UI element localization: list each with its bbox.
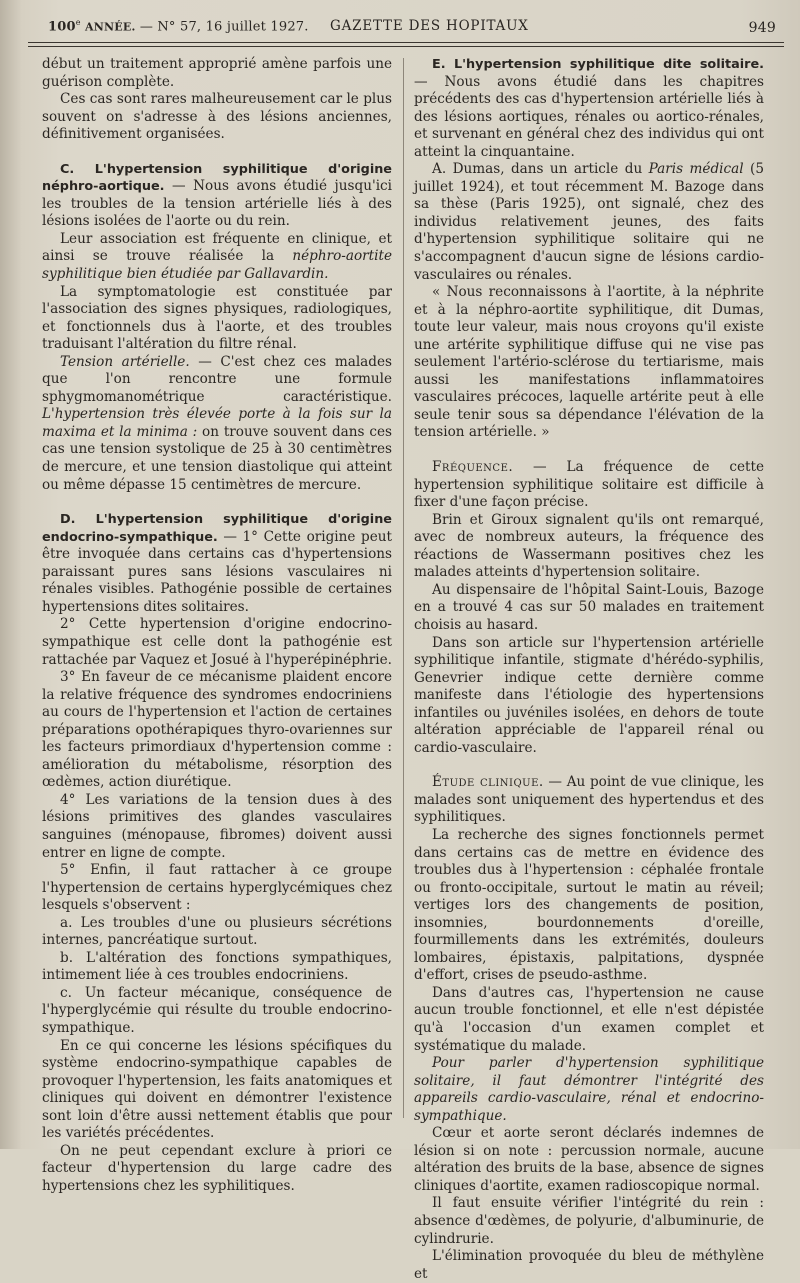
section-text: — 1° Cette origine peut être invoquée dans certains cas d'hypertensions paraissant pures sans lésions vasculaires ni rénales visibles. Pathogénie possible de certaines hypertensions dites solitaires. [42,528,392,615]
paragraph: La symptomatologie est constituée par l'association des signes physiques, radiologiques, et fonctionnels dus à l'aorte, et des troubles traduisant l'altération du filtre rénal. [42,283,392,353]
paragraph [42,231,392,284]
paragraph: début un traitement approprié amène parfois une guérison complète. [42,56,392,90]
page-number: 949 [748,20,776,36]
right-column [414,56,764,1282]
issue-info [48,18,309,34]
italic-run: Paris médical [648,161,744,178]
spacer [414,757,764,774]
paragraph: 2° Cette hypertension d'origine endocrino-sympathique est celle dont la pathogénie est rattachée par Vaquez et Josué à l'hyperépinéphrie. [42,616,393,668]
section-text: — Nous avons étudié jusqu'ici les troubles de la tension artérielle liés à des lésions isolées de l'aorte ou du rein. [42,178,392,230]
section-etude-clinique [414,774,764,827]
journal-title: GAZETTE DES HOPITAUX [330,18,529,34]
paragraph: En ce qui concerne les lésions spécifiques du système endocrino-sympathique capables de provoquer l'hypertension, les faits anatomiques et cliniques qui doivent en démontrer l'existence sont loin d'être aussi nettement établis que pour les variétés précédentes. [42,1037,392,1142]
paragraph: b. L'altération des fonctions sympathiques, intimement liée à ces troubles endocriniens. [42,949,392,984]
spacer [42,494,392,511]
paragraph: c. Un facteur mécanique, conséquence de l'hyperglycémie qui résulte du trouble endocrino-sympathique. [42,984,392,1036]
paragraph: L'élimination provoquée du bleu de méthylène et [414,1248,764,1282]
issue-date: — N° 57, 16 juillet 1927. [139,19,309,35]
paragraph: La recherche des signes fonctionnels permet dans certains cas de mettre en évidence des troubles dus à l'hypertension : céphalée frontale ou fronto-occipitale, surtout le matin au réveil; vertiges lors des changements de position, insomnies, bourdonnements d'oreille, fourmillements dans les extrémités, douleurs lombaires, épistaxis, palpitations, dyspnée d'effort, crises de pseudo-asthme. [414,826,764,984]
section-text: — La fréquence de cette hypertension syphilitique solitaire est difficile à fixer d'une façon précise. [414,459,764,511]
section-e [414,56,764,161]
text-run: on trouve souvent dans ces cas une tension systolique de 25 à 30 centimètres de mercure, et une tension diastolique qui atteint ou même dépasse 15 centimètres de mercure. [42,423,392,493]
paragraph: 4° Les variations de la tension dues à des lésions primitives des glandes vasculaires sanguines (ménopause, fibromes) doivent aussi entrer en ligne de compte. [42,791,392,861]
section-heading: D. L'hypertension syphilitique d'origine endocrino-sympathique. [42,512,392,545]
year-sup: e [75,18,81,27]
text-run: Leur association est fréquente en clinique, et ainsi se trouve réalisée la [42,230,392,265]
paragraph: Ces cas sont rares malheureusement car le plus souvent on s'adresse à des lésions anciennes, définitivement organisées. [42,91,392,143]
paragraph: Il faut ensuite vérifier l'intégrité du rein : absence d'œdèmes, de polyurie, d'albuminurie, de cylindrurie. [414,1195,764,1247]
header-rule-bottom [28,46,784,47]
section-heading: Étude clinique. [432,774,544,791]
italic-run: néphro-aortite syphilitique bien étudiée par Gallavardin. [42,248,392,283]
paragraph: 5° Enfin, il faut rattacher à ce groupe l'hypertension de certains hyperglycémiques chez lesquels s'observent : [42,862,392,914]
paragraph [42,354,392,494]
italic-run: Pour parler d'hypertension syphilitique solitaire, il faut démontrer l'intégrité des appareils cardio-vasculaire, rénal et endocrino-sympathique. [414,1055,764,1124]
text-run: (5 juillet 1924), et tout récemment M. Bazoge dans sa thèse (Paris 1925), ont signalé, chez des individus relativement jeunes, des faits d'hypertension syphilitique solitaire qui ne s'accompagnent d'aucun signe de lésions cardio-vasculaires ou rénales. [414,161,764,283]
paragraph: Cœur et aorte seront déclarés indemnes de lésion si on note : percussion normale, aucune altération des bruits de la base, absence de signes cliniques d'aortite, examen radioscopique normal. [414,1125,764,1194]
section-d [42,511,392,616]
section-heading: C. L'hypertension syphilitique d'origine néphro-aortique. [42,161,392,195]
spacer [42,144,392,161]
section-heading: E. L'hypertension syphilitique dite solitaire. [432,57,764,72]
italic-run: L'hypertension très élevée porte à la fois sur la maxima et la minima : [42,406,392,440]
year-number: 100 [48,19,76,35]
section-text: — Au point de vue clinique, les malades sont uniquement des hypertendus et des syphilitiques. [414,774,764,826]
paragraph [414,161,764,284]
paragraph: On ne peut cependant exclure à priori ce facteur d'hypertension du large cadre des hypertensions chez les syphilitiques. [42,1142,392,1194]
page-header [28,16,780,38]
italic-run: Tension artérielle. [60,353,190,370]
quote-paragraph: « Nous reconnaissons à l'aortite, à la néphrite et à la néphro-aortite syphilitique, dit Dumas, toute leur valeur, mais nous croyons qu'il existe une artérite syphilitique diffuse qui ne vise pas seulement l'artério-sclérose du tertiarisme, mais aussi les manifestations inflammatoires vasculaires précoces, laquelle artérite peut à elle seule tenir sous sa dépendance l'élévation de la tension artérielle. » [414,284,764,441]
paragraph: 3° En faveur de ce mécanisme plaident encore la relative fréquence des syndromes endocriniens au cours de l'hypertension et l'action de certaines préparations opothérapiques thyro-ovariennes sur les facteurs primordiaux d'hypertension comme : amélioration du métabolisme, résorption des œdèmes, action diurétique. [42,669,392,791]
paragraph: Brin et Giroux signalent qu'ils ont remarqué, avec de nombreux auteurs, la fréquence des réactions de Wassermann positives chez les malades atteints d'hypertension solitaire. [414,511,764,581]
annee-label: ANNÉE. [85,20,136,34]
column-divider [403,58,404,1118]
text-run: — C'est chez ces malades que l'on rencontre une formule sphygmomanométrique caractéristique. [42,353,392,405]
section-frequence [414,459,764,512]
paragraph: Au dispensaire de l'hôpital Saint-Louis, Bazoge en a trouvé 4 cas sur 50 malades en traitement choisis au hasard. [414,581,764,633]
paragraph: a. Les troubles d'une ou plusieurs sécrétions internes, pancréatique surtout. [42,914,392,949]
paragraph: Dans d'autres cas, l'hypertension ne cause aucun trouble fonctionnel, et elle n'est dépistée qu'à l'occasion d'un examen complet et systématique du malade. [414,984,764,1054]
paragraph: Dans son article sur l'hypertension artérielle syphilitique infantile, stigmate d'hérédo-syphilis, Genevrier indique cette dernière comme manifeste dans l'étiologie des hypertensions infantiles ou juvéniles isolées, en dehors de toute altération appréciable de l'appareil rénal ou cardio-vasculaire. [414,634,764,756]
section-heading: Fréquence. [432,459,514,476]
spacer [414,442,764,459]
paragraph [414,1055,764,1125]
section-text: — Nous avons étudié dans les chapitres précédents des cas d'hypertension artérielle liés à des lésions aortiques, rénales ou aortico-rénales, et survenant en général chez des individus qui ont atteint la cinquantaine. [414,73,764,160]
section-c [42,161,392,231]
header-rule-top [28,42,784,43]
left-column [42,56,393,1194]
text-run: A. Dumas, dans un article du [432,161,649,178]
